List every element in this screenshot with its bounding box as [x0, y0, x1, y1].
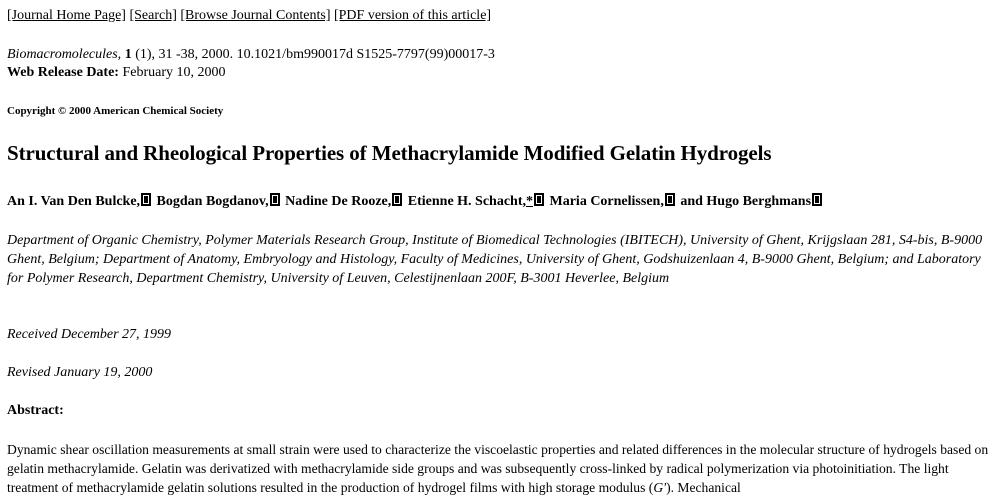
author-name: Bogdan Bogdanov,	[153, 194, 269, 209]
abstract-text-part: ). Mechanical	[666, 480, 741, 495]
author-name: An I. Van Den Bulcke,	[7, 194, 141, 209]
copyright-notice: Copyright © 2000 American Chemical Society	[7, 105, 224, 117]
author-name: Etienne H. Schacht,	[404, 194, 526, 209]
affiliation-icon[interactable]	[665, 193, 675, 206]
affiliation-icon[interactable]	[392, 193, 402, 206]
release-value: February 10, 2000	[118, 65, 226, 80]
citation-line	[7, 45, 495, 64]
browse-journal-contents-link[interactable]: [Browse Journal Contents]	[180, 8, 331, 23]
revised-date: Revised January 19, 2000	[7, 365, 153, 380]
pdf-version-link[interactable]: [PDF version of this article]	[333, 8, 492, 23]
author-name: and Hugo Berghmans	[676, 194, 812, 209]
author-affiliations: Department of Organic Chemistry, Polymer Materials Research Group, Institute of Biomedical Technologies (IBITECH), University of Ghent, Krijgslaan 281, S4-bis, B-9000 Ghent, Belgium; Department of Anatomy, Embryology and Histology, Faculty of Medicines, University of Ghent, Godshuizenlaan 4, B-9000 Ghent, Belgium; and Laboratory for Polymer Research, Department Chemistry, University of Leuven, Celestijnenlaan 200F, B-3001 Heverlee, Belgium	[7, 233, 983, 287]
affiliation-icon[interactable]	[812, 193, 822, 206]
author-list	[7, 193, 824, 211]
corresponding-author-link[interactable]: *	[526, 194, 533, 209]
storage-modulus-symbol: G'	[653, 480, 667, 495]
citation-details: (1), 31 -38, 2000. 10.1021/bm990017d S1525-7797(99)00017-3	[131, 47, 495, 62]
abstract-text	[7, 440, 991, 497]
journal-name: Biomacromolecules,	[7, 47, 122, 62]
journal-home-link[interactable]: [Journal Home Page]	[7, 8, 126, 23]
abstract-text-part: Dynamic shear oscillation measurements at small strain were used to characterize the viscoelastic properties and related differences in the molecular structure of hydrogels based on gelatin methacrylamide. Gelatin was derivatized with methacrylamide side groups and was subsequently cross-linked by radical polymerization via photoinitiation. The light treatment of methacrylamide gelatin solutions resulted in the production of hydrogel films with high storage modulus (	[7, 442, 989, 495]
received-date: Received December 27, 1999	[7, 327, 172, 342]
affiliation-icon[interactable]	[534, 193, 544, 206]
affiliation-icon[interactable]	[141, 193, 151, 206]
affiliation-icon[interactable]	[270, 193, 280, 206]
search-link[interactable]: [Search]	[129, 8, 177, 23]
author-name: Maria Cornelissen,	[546, 194, 664, 209]
abstract-heading: Abstract:	[7, 403, 64, 418]
journal-volume: 1	[124, 47, 132, 62]
article-title: Structural and Rheological Properties of Methacrylamide Modified Gelatin Hydrogels	[7, 141, 772, 165]
web-release-date	[7, 64, 226, 81]
journal-nav	[7, 7, 491, 24]
author-name: Nadine De Rooze,	[281, 194, 392, 209]
release-label: Web Release Date:	[7, 65, 119, 80]
